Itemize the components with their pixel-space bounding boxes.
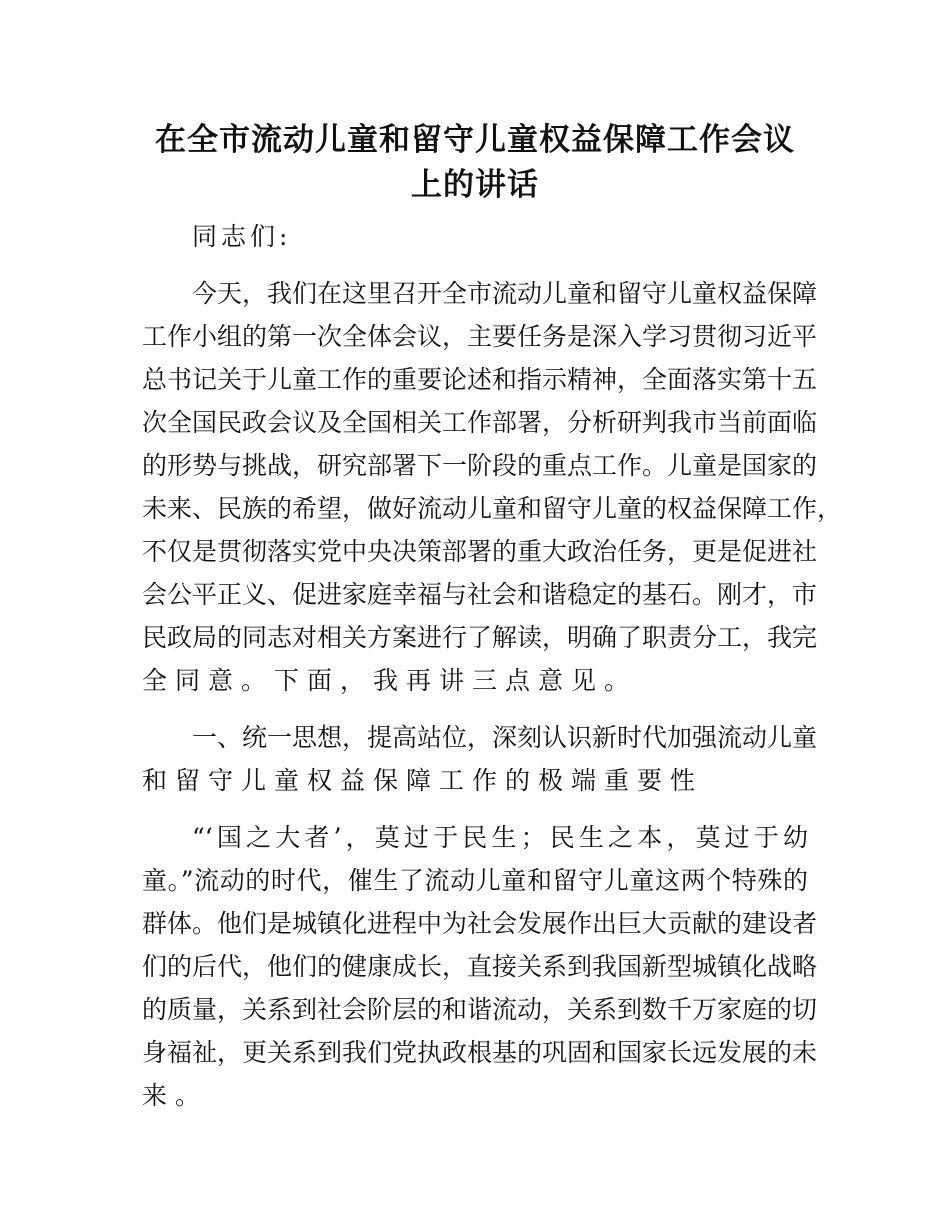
text-line: 和留守儿童权益保障工作的极端重要性 — [142, 766, 704, 795]
document-title-line-1: 在全市流动儿童和留守儿童权益保障工作会议 — [155, 122, 795, 158]
document-title-line-2: 上的讲话 — [411, 167, 539, 203]
greeting-text: 同志们: — [192, 222, 292, 251]
text-line: 群体。他们是城镇化进程中为社会发展作出巨大贡献的建设者 — [142, 909, 818, 938]
text-line: 未来、民族的希望，做好流动儿童和留守儿童的权益保障工作， — [142, 494, 843, 523]
text-line: 身福祉，更关系到我们党执政根基的巩固和国家长远发展的未 — [142, 1038, 818, 1067]
text-line: 一、统一思想，提高站位，深刻认识新时代加强流动儿童 — [192, 723, 818, 752]
text-line: “‘国之大者’，莫过于民生；民生之本，莫过于幼 — [192, 823, 808, 852]
paragraph-intro — [142, 272, 843, 702]
document-body — [142, 215, 843, 1131]
text-line: 总书记关于儿童工作的重要论述和指示精神，全面落实第十五 — [142, 365, 818, 394]
text-line: 工作小组的第一次全体会议，主要任务是深入学习贯彻习近平 — [142, 322, 818, 351]
text-line: 次全国民政会议及全国相关工作部署，分析研判我市当前面临 — [142, 408, 818, 437]
text-line: 民政局的同志对相关方案进行了解读，明确了职责分工，我完 — [142, 623, 818, 652]
greeting — [142, 215, 808, 258]
text-line: 的形势与挑战，研究部署下一阶段的重点工作。儿童是国家的 — [142, 451, 818, 480]
text-line: 会公平正义、促进家庭幸福与社会和谐稳定的基石。刚才，市 — [142, 580, 818, 609]
text-line: 来。 — [142, 1081, 209, 1110]
section-heading-1 — [142, 716, 818, 802]
paragraph-quote — [142, 816, 818, 1117]
text-line: 全同意。下面，我再讲三点意见。 — [142, 666, 638, 695]
text-line: 的质量，关系到社会阶层的和谐流动，关系到数千万家庭的切 — [142, 995, 818, 1024]
text-line: 童。”流动的时代，催生了流动儿童和留守儿童这两个特殊的 — [142, 866, 808, 895]
text-line: 今天，我们在这里召开全市流动儿童和留守儿童权益保障 — [192, 279, 818, 308]
text-line: 不仅是贯彻落实党中央决策部署的重大政治任务，更是促进社 — [142, 537, 818, 566]
text-line: 们的后代，他们的健康成长，直接关系到我国新型城镇化战略 — [142, 952, 818, 981]
